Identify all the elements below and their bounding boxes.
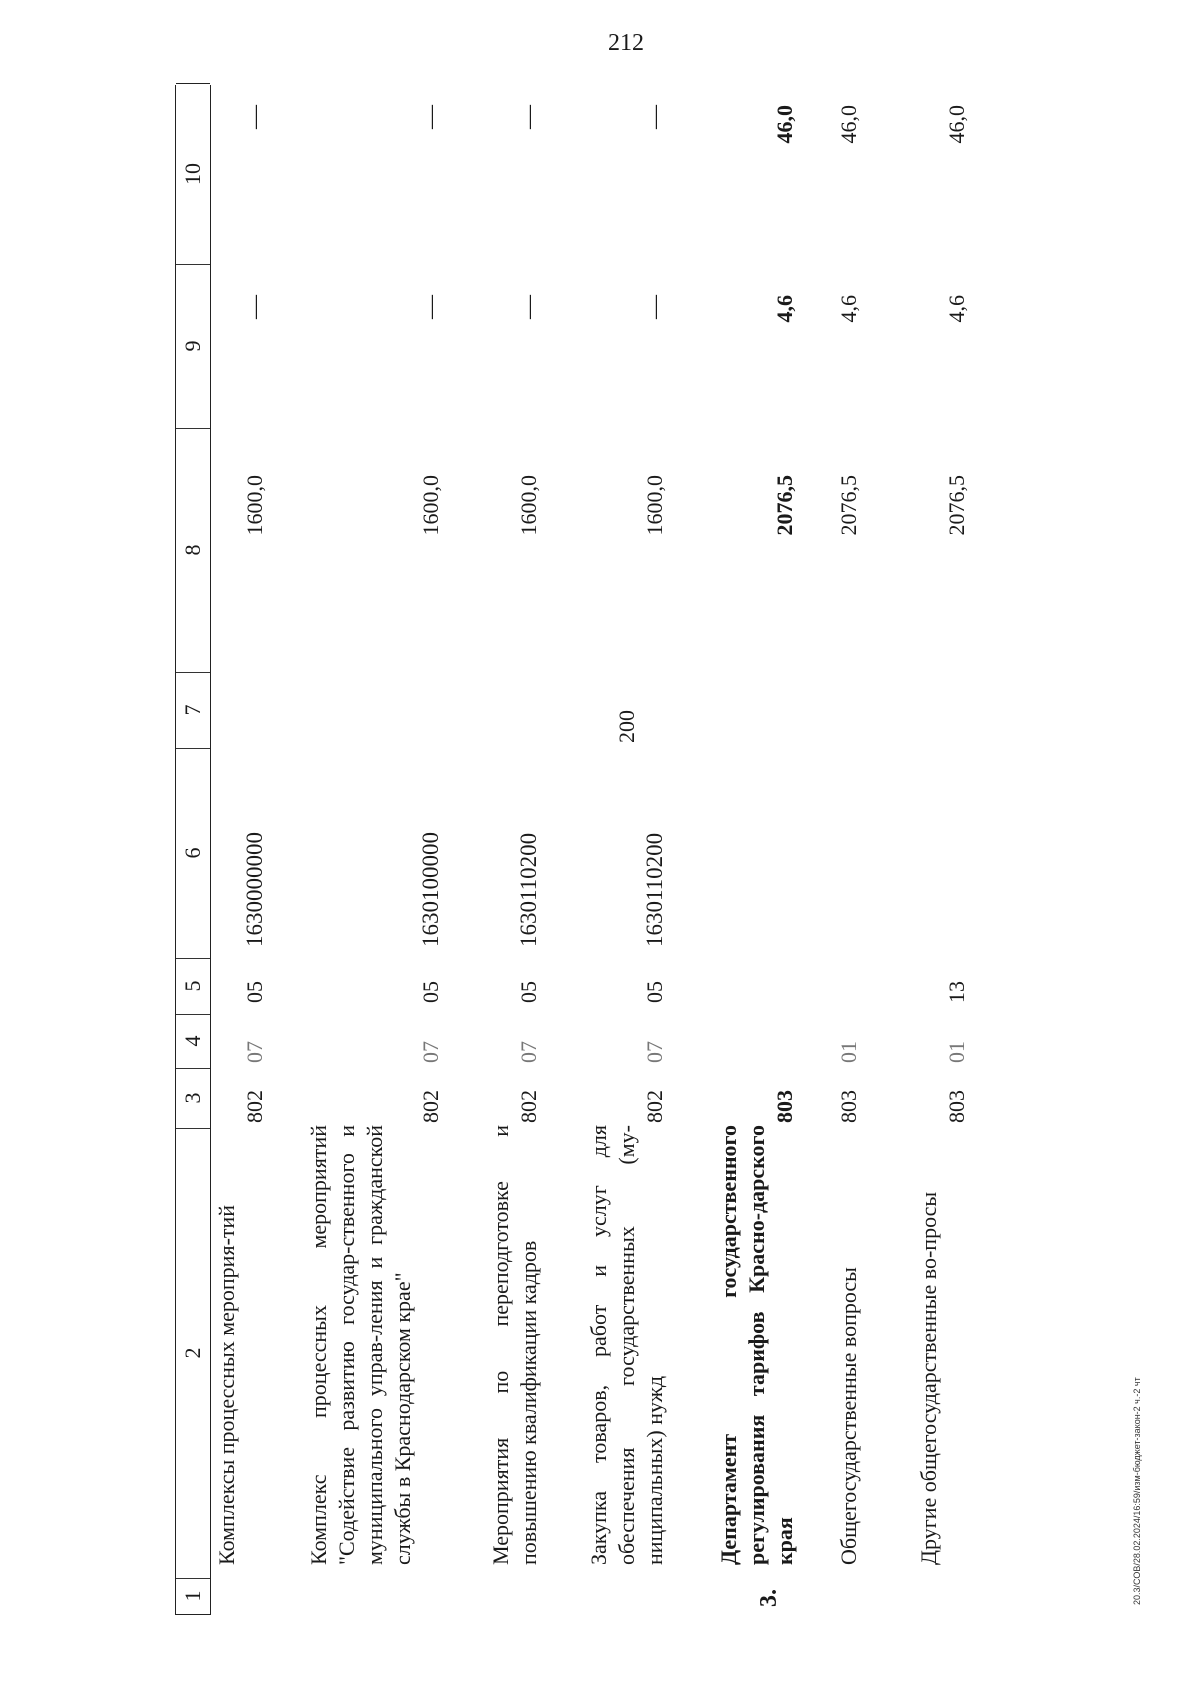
header-col-5: 5 (176, 958, 210, 1015)
row-col9: 4,6 (772, 295, 797, 323)
row-name: Комплексы процессных мероприя-тий (214, 1204, 239, 1565)
header-col-2: 2 (176, 1128, 210, 1579)
row-col4: 01 (944, 1041, 969, 1063)
row-col7: 200 (614, 710, 639, 743)
row-number: 3. (756, 1589, 782, 1607)
row-col10: — (642, 105, 668, 129)
row-name: Другие общегосударственные во-просы (916, 1191, 941, 1565)
row-col5: 05 (516, 981, 541, 1003)
row-col6: 1630000000 (242, 832, 267, 947)
row-name: Мероприятия по переподготовке и повышению квалификации кадров (488, 1125, 541, 1565)
row-name: Комплекс процессных мероприятий "Содействие развитию государ-ственного и муниципального управ-ления и гражданской службы в Краснодарском крае" (306, 1125, 415, 1565)
budget-table (175, 85, 1075, 1615)
row-col4: 07 (242, 1041, 267, 1063)
row-col5: 05 (418, 981, 443, 1003)
row-col10: 46,0 (836, 105, 861, 144)
row-col9: — (242, 295, 268, 319)
header-col-1: 1 (176, 1578, 210, 1615)
row-col10: 46,0 (772, 105, 797, 144)
row-col8: 1600,0 (516, 475, 541, 536)
row-col4: 07 (516, 1041, 541, 1063)
row-col3: 803 (836, 1090, 861, 1123)
row-col4: 07 (642, 1041, 667, 1063)
row-col8: 2076,5 (772, 475, 797, 536)
row-col10: — (242, 105, 268, 129)
row-col4: 01 (836, 1041, 861, 1063)
row-col9: 4,6 (944, 295, 969, 323)
row-col8: 1600,0 (418, 475, 443, 536)
row-name: Закупка товаров, работ и услуг для обеспечения государственных (му-ниципальных) нужд (586, 1125, 667, 1565)
header-col-6: 6 (176, 748, 210, 959)
row-col5: 05 (642, 981, 667, 1003)
page-number: 212 (608, 30, 644, 56)
row-col5: 05 (242, 981, 267, 1003)
row-col9: — (642, 295, 668, 319)
row-col4: 07 (418, 1041, 443, 1063)
row-col8: 2076,5 (836, 475, 861, 536)
row-col10: — (516, 105, 542, 129)
row-col3: 802 (242, 1090, 267, 1123)
footer-text: 20.3/СОВ/28.02.2024/16:59/изм-бюджет-закон-2 ч.-2 чт (1132, 1377, 1142, 1605)
header-col-4: 4 (176, 1014, 210, 1069)
row-col9: — (418, 295, 444, 319)
table-header (175, 85, 211, 1615)
row-col6: 1630110200 (642, 832, 667, 947)
row-col6: 1630110200 (516, 832, 541, 947)
row-name: Департамент государственного регулирования тарифов Красно-дарского края (716, 1125, 797, 1565)
row-name: Общегосударственные вопросы (836, 1267, 861, 1565)
header-col-8: 8 (176, 428, 210, 673)
row-col3: 802 (642, 1090, 667, 1123)
row-col6: 1630100000 (418, 832, 443, 947)
row-col8: 2076,5 (944, 475, 969, 536)
header-col-3: 3 (176, 1068, 210, 1129)
row-col8: 1600,0 (242, 475, 267, 536)
row-col3: 803 (772, 1090, 797, 1123)
row-col9: 4,6 (836, 295, 861, 323)
row-col10: — (418, 105, 444, 129)
row-col3: 802 (418, 1090, 443, 1123)
header-col-7: 7 (176, 672, 210, 749)
row-col3: 802 (516, 1090, 541, 1123)
row-col9: — (516, 295, 542, 319)
row-col10: 46,0 (944, 105, 969, 144)
header-col-9: 9 (176, 264, 210, 429)
row-col8: 1600,0 (642, 475, 667, 536)
row-col3: 803 (944, 1090, 969, 1123)
row-col5: 13 (944, 981, 969, 1003)
header-col-10: 10 (176, 83, 210, 265)
